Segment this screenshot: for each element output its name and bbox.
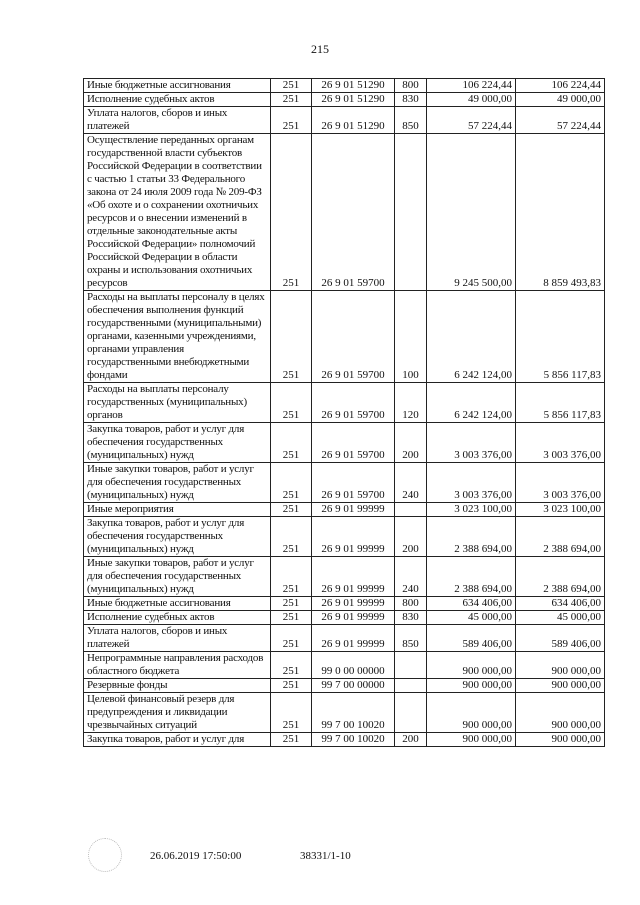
row-plan-cell: 106 224,44 — [427, 79, 516, 93]
row-chapter-cell: 251 — [271, 733, 312, 747]
row-exec-cell: 900 000,00 — [516, 652, 605, 679]
row-kind-cell: 850 — [395, 107, 427, 134]
row-name-cell: Закупка товаров, работ и услуг для обеспечения государственных (муниципальных) нужд — [84, 517, 271, 557]
row-target-cell: 99 7 00 10020 — [312, 693, 395, 733]
row-plan-cell: 2 388 694,00 — [427, 557, 516, 597]
row-plan-cell: 49 000,00 — [427, 93, 516, 107]
budget-table — [83, 78, 605, 747]
table-row — [84, 733, 605, 747]
table-row — [84, 107, 605, 134]
row-exec-cell: 3 003 376,00 — [516, 463, 605, 503]
row-exec-cell: 900 000,00 — [516, 679, 605, 693]
row-plan-cell: 634 406,00 — [427, 597, 516, 611]
row-exec-cell: 8 859 493,83 — [516, 134, 605, 291]
row-chapter-cell: 251 — [271, 107, 312, 134]
row-exec-cell: 49 000,00 — [516, 93, 605, 107]
table-row — [84, 383, 605, 423]
row-target-cell: 26 9 01 99999 — [312, 517, 395, 557]
row-plan-cell: 3 023 100,00 — [427, 503, 516, 517]
row-exec-cell: 589 406,00 — [516, 625, 605, 652]
table-row — [84, 503, 605, 517]
row-chapter-cell: 251 — [271, 693, 312, 733]
row-chapter-cell: 251 — [271, 383, 312, 423]
row-chapter-cell: 251 — [271, 625, 312, 652]
row-kind-cell: 100 — [395, 291, 427, 383]
row-name-cell: Уплата налогов, сборов и иных платежей — [84, 625, 271, 652]
row-kind-cell: 800 — [395, 597, 427, 611]
row-exec-cell: 5 856 117,83 — [516, 291, 605, 383]
row-chapter-cell: 251 — [271, 423, 312, 463]
table-row — [84, 611, 605, 625]
table-row — [84, 597, 605, 611]
row-plan-cell: 900 000,00 — [427, 652, 516, 679]
row-plan-cell: 900 000,00 — [427, 679, 516, 693]
row-target-cell: 26 9 01 51290 — [312, 79, 395, 93]
row-kind-cell: 240 — [395, 557, 427, 597]
row-chapter-cell: 251 — [271, 291, 312, 383]
row-chapter-cell: 251 — [271, 652, 312, 679]
table-row — [84, 693, 605, 733]
table-row — [84, 463, 605, 503]
row-kind-cell: 200 — [395, 517, 427, 557]
row-target-cell: 99 0 00 00000 — [312, 652, 395, 679]
row-exec-cell: 634 406,00 — [516, 597, 605, 611]
row-kind-cell — [395, 679, 427, 693]
table-row — [84, 291, 605, 383]
row-chapter-cell: 251 — [271, 611, 312, 625]
row-chapter-cell: 251 — [271, 134, 312, 291]
row-target-cell: 99 7 00 00000 — [312, 679, 395, 693]
row-exec-cell: 2 388 694,00 — [516, 517, 605, 557]
row-kind-cell: 240 — [395, 463, 427, 503]
row-kind-cell: 830 — [395, 93, 427, 107]
row-name-cell: Уплата налогов, сборов и иных платежей — [84, 107, 271, 134]
row-target-cell: 26 9 01 59700 — [312, 291, 395, 383]
row-kind-cell — [395, 693, 427, 733]
row-target-cell: 26 9 01 99999 — [312, 557, 395, 597]
row-plan-cell: 900 000,00 — [427, 733, 516, 747]
table-row — [84, 557, 605, 597]
row-plan-cell: 3 003 376,00 — [427, 463, 516, 503]
footer-code: 38331/1-10 — [300, 850, 351, 862]
row-plan-cell: 2 388 694,00 — [427, 517, 516, 557]
row-kind-cell — [395, 134, 427, 291]
row-chapter-cell: 251 — [271, 79, 312, 93]
row-plan-cell: 6 242 124,00 — [427, 291, 516, 383]
row-kind-cell: 830 — [395, 611, 427, 625]
budget-table-body — [84, 79, 605, 747]
row-name-cell: Иные мероприятия — [84, 503, 271, 517]
table-row — [84, 517, 605, 557]
row-target-cell: 26 9 01 59700 — [312, 134, 395, 291]
row-exec-cell: 2 388 694,00 — [516, 557, 605, 597]
row-plan-cell: 589 406,00 — [427, 625, 516, 652]
row-kind-cell: 200 — [395, 423, 427, 463]
table-row — [84, 679, 605, 693]
row-name-cell: Осуществление переданных органам государственной власти субъектов Российской Федерации в соответствии с частью 1 статьи 33 Федерального закона от 24 июля 2009 года № 209-ФЗ «Об охоте и о сохранении охотничьих ресурсов и о внесении изменений в отдельные законодательные акты Российской Федерации» полномочий Российской Федерации в области охраны и использования охотничьих ресурсов — [84, 134, 271, 291]
row-chapter-cell: 251 — [271, 463, 312, 503]
row-target-cell: 26 9 01 99999 — [312, 597, 395, 611]
row-target-cell: 26 9 01 51290 — [312, 107, 395, 134]
table-row — [84, 93, 605, 107]
footer-date: 26.06.2019 17:50:00 — [150, 850, 242, 862]
row-name-cell: Иные закупки товаров, работ и услуг для обеспечения государственных (муниципальных) нужд — [84, 463, 271, 503]
row-kind-cell: 120 — [395, 383, 427, 423]
row-plan-cell: 45 000,00 — [427, 611, 516, 625]
row-target-cell: 26 9 01 51290 — [312, 93, 395, 107]
row-name-cell: Иные бюджетные ассигнования — [84, 79, 271, 93]
table-row — [84, 625, 605, 652]
row-name-cell: Расходы на выплаты персоналу в целях обеспечения выполнения функций государственными (муниципальными) органами, казенными учреждениями, органами управления государственными внебюджетными фондами — [84, 291, 271, 383]
row-target-cell: 26 9 01 99999 — [312, 611, 395, 625]
row-target-cell: 26 9 01 59700 — [312, 463, 395, 503]
row-kind-cell: 850 — [395, 625, 427, 652]
row-exec-cell: 57 224,44 — [516, 107, 605, 134]
row-target-cell: 26 9 01 99999 — [312, 503, 395, 517]
row-name-cell: Исполнение судебных актов — [84, 93, 271, 107]
table-row — [84, 652, 605, 679]
row-target-cell: 26 9 01 59700 — [312, 383, 395, 423]
row-exec-cell: 900 000,00 — [516, 733, 605, 747]
row-exec-cell: 45 000,00 — [516, 611, 605, 625]
row-plan-cell: 57 224,44 — [427, 107, 516, 134]
document-stamp — [88, 838, 122, 872]
row-exec-cell: 106 224,44 — [516, 79, 605, 93]
row-name-cell: Непрограммные направления расходов областного бюджета — [84, 652, 271, 679]
table-row — [84, 423, 605, 463]
row-exec-cell: 5 856 117,83 — [516, 383, 605, 423]
row-name-cell: Исполнение судебных актов — [84, 611, 271, 625]
row-kind-cell: 200 — [395, 733, 427, 747]
row-target-cell: 26 9 01 59700 — [312, 423, 395, 463]
row-plan-cell: 9 245 500,00 — [427, 134, 516, 291]
row-plan-cell: 6 242 124,00 — [427, 383, 516, 423]
row-kind-cell — [395, 503, 427, 517]
row-plan-cell: 3 003 376,00 — [427, 423, 516, 463]
row-exec-cell: 900 000,00 — [516, 693, 605, 733]
row-chapter-cell: 251 — [271, 597, 312, 611]
row-exec-cell: 3 003 376,00 — [516, 423, 605, 463]
row-name-cell: Закупка товаров, работ и услуг для обеспечения государственных (муниципальных) нужд — [84, 423, 271, 463]
row-chapter-cell: 251 — [271, 517, 312, 557]
row-name-cell: Целевой финансовый резерв для предупреждения и ликвидации чрезвычайных ситуаций — [84, 693, 271, 733]
row-target-cell: 99 7 00 10020 — [312, 733, 395, 747]
table-row — [84, 134, 605, 291]
row-kind-cell — [395, 652, 427, 679]
row-exec-cell: 3 023 100,00 — [516, 503, 605, 517]
row-chapter-cell: 251 — [271, 93, 312, 107]
page-number: 215 — [311, 42, 329, 56]
row-kind-cell: 800 — [395, 79, 427, 93]
row-target-cell: 26 9 01 99999 — [312, 625, 395, 652]
table-row — [84, 79, 605, 93]
row-name-cell: Иные закупки товаров, работ и услуг для обеспечения государственных (муниципальных) нужд — [84, 557, 271, 597]
row-chapter-cell: 251 — [271, 557, 312, 597]
row-chapter-cell: 251 — [271, 679, 312, 693]
row-name-cell: Резервные фонды — [84, 679, 271, 693]
row-name-cell: Иные бюджетные ассигнования — [84, 597, 271, 611]
row-name-cell: Расходы на выплаты персоналу государственных (муниципальных) органов — [84, 383, 271, 423]
row-name-cell: Закупка товаров, работ и услуг для — [84, 733, 271, 747]
row-plan-cell: 900 000,00 — [427, 693, 516, 733]
row-chapter-cell: 251 — [271, 503, 312, 517]
